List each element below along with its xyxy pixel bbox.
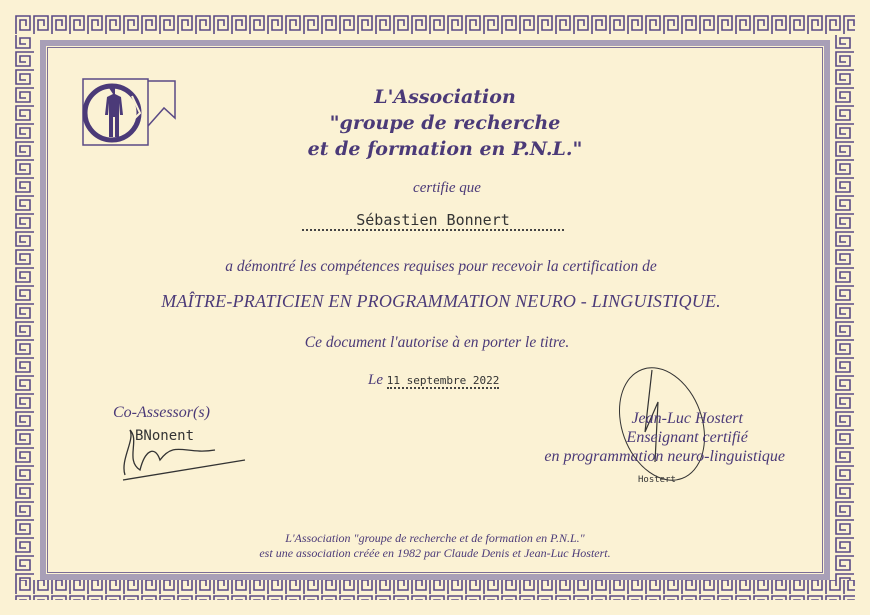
title-line-3: et de formation en P.N.L." (307, 138, 583, 160)
footer-line-2: est une association créée en 1982 par Claude Denis et Jean-Luc Hostert. (259, 546, 611, 560)
signatory-title-2: en programmation neuro-linguistique (544, 448, 785, 465)
signatory-block (544, 409, 785, 466)
co-assessor-signature (115, 420, 255, 490)
co-assessor-label: Co-Assessor(s) (113, 404, 210, 421)
authorization-text: Ce document l'autorise à en porter le titre. (304, 334, 570, 351)
recipient-line (302, 210, 564, 231)
certification-title: MAÎTRE-PRATICIEN EN PROGRAMMATION NEURO - LINGUISTIQUE. (161, 291, 721, 311)
title-line-2: "groupe de recherche (329, 112, 561, 134)
footer-line-1: L'Association "groupe de recherche et de formation en P.N.L." (285, 531, 585, 545)
association-title (0, 84, 870, 162)
date-prefix: Le (368, 372, 383, 388)
co-assessor-signature-text: BNonent (135, 428, 195, 444)
date-value: 11 septembre 2022 (386, 374, 500, 387)
footer (0, 531, 870, 561)
statement-text: a démontré les compétences requises pour recevoir la certification de (225, 258, 657, 275)
title-line-1: L'Association (374, 86, 516, 108)
signatory-signature-text: Hostert (638, 475, 676, 485)
signatory-name: Jean-Luc Hostert (631, 410, 743, 427)
date-line (368, 372, 499, 389)
signatory-title-1: Enseignant certifié (626, 429, 748, 446)
certifies-text: certifie que (413, 180, 481, 196)
recipient-name: Sébastien Bonnert (302, 211, 564, 231)
